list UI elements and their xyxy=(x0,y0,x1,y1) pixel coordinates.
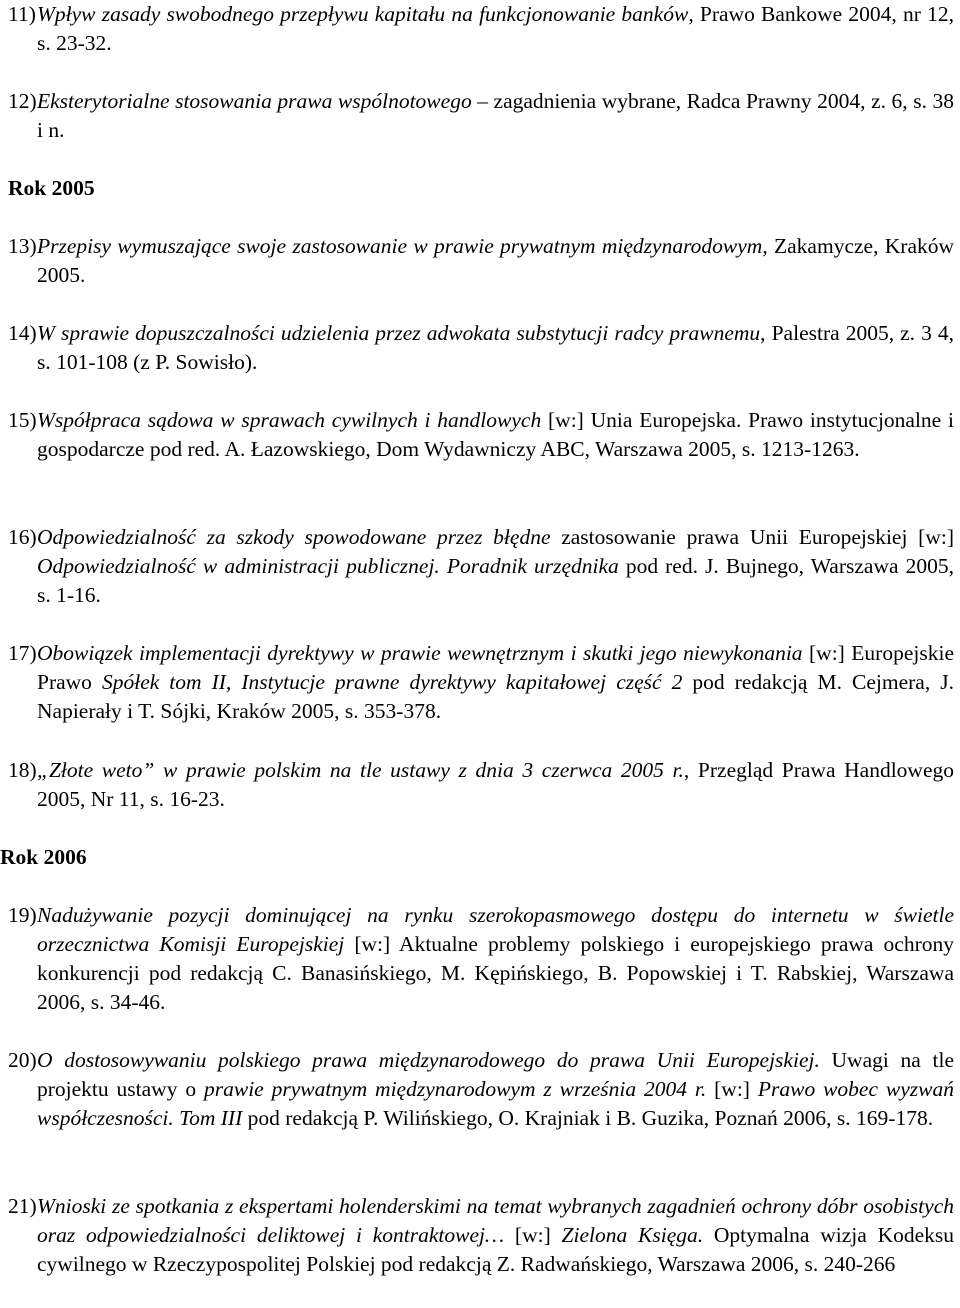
entry-title-segment: Wnioski ze spotkania z ekspertami holenderskimi na temat wybranych zagadnień ochrony dóbr osobistych oraz odpowiedzialności deliktowej i kontraktowej… xyxy=(37,1194,954,1247)
entry-text xyxy=(37,901,954,1017)
year-heading-2005: Rok 2005 xyxy=(8,176,95,200)
entry-title-segment: Odpowiedzialność za szkody spowodowane przez błędne xyxy=(37,525,551,549)
entry-number: 17) xyxy=(8,641,37,665)
entry-citation-segment: , Przegląd Prawa Handlowego 2005, Nr 11, s. 16-23. xyxy=(37,758,955,811)
entry-number: 15) xyxy=(8,408,37,432)
entry-text xyxy=(37,523,954,610)
entry-text xyxy=(37,1192,954,1279)
bibliography-entry-20 xyxy=(8,1046,954,1133)
entry-number: 19) xyxy=(8,903,37,927)
entry-title-segment: Eksterytorialne stosowania prawa wspólnotowego xyxy=(37,89,472,113)
entry-title-segment: Zielona Księga. xyxy=(561,1223,704,1247)
entry-number: 13) xyxy=(8,234,37,258)
entry-citation-segment: , Palestra 2005, z. 3 4, s. 101-108 (z P. Sowisło). xyxy=(37,321,954,374)
entry-title-segment: Spółek tom II, Instytucje prawne dyrektywy kapitałowej część 2 xyxy=(101,670,683,694)
entry-text xyxy=(37,319,954,377)
entry-title-segment: Wpływ zasady swobodnego przepływu kapitału na funkcjonowanie banków xyxy=(37,2,689,26)
entry-text xyxy=(37,232,954,290)
entry-number: 12) xyxy=(8,89,37,113)
entry-citation-segment: zastosowanie prawa Unii Europejskiej [w:] xyxy=(550,525,954,549)
entry-number: 21) xyxy=(8,1194,37,1218)
bibliography-entry-14 xyxy=(8,319,954,377)
entry-number: 20) xyxy=(8,1048,37,1072)
bibliography-entry-15 xyxy=(8,406,954,464)
entry-text xyxy=(37,1046,954,1133)
entry-number: 11) xyxy=(8,2,36,26)
entry-number: 16) xyxy=(8,525,37,549)
entry-citation-segment: [w:] Europejskie Prawo xyxy=(37,641,954,694)
entry-title-segment: Nadużywanie pozycji dominującej na rynku szerokopasmowego dostępu do internetu w świetle orzecznictwa Komisji Europejskiej xyxy=(37,903,954,956)
entry-number: 18) xyxy=(8,758,37,782)
entry-citation-segment: [w:] Aktualne problemy polskiego i europejskiego prawa ochrony konkurencji pod redakcją C. Banasińskiego, M. Kępińskiego, B. Popowskiej i T. Rabskiej, Warszawa 2006, s. 34-46. xyxy=(37,932,954,1014)
entry-title-segment: Obowiązek implementacji dyrektywy w prawie wewnętrznym i skutki jego niewykonania xyxy=(37,641,803,665)
entry-citation-segment: [w:] xyxy=(706,1077,758,1101)
entry-citation-segment: , Zakamycze, Kraków 2005. xyxy=(37,234,955,287)
entry-text xyxy=(37,406,954,464)
entry-title-segment: prawie prywatnym międzynarodowym z września 2004 r. xyxy=(204,1077,707,1101)
entry-title-segment: Współpraca sądowa w sprawach cywilnych i handlowych xyxy=(37,408,542,432)
bibliography-entry-11 xyxy=(8,0,954,58)
year-heading-2006: Rok 2006 xyxy=(0,845,87,869)
entry-citation-segment: [w:] xyxy=(504,1223,562,1247)
bibliography-entry-17 xyxy=(8,639,954,726)
bibliography-entry-18 xyxy=(8,756,954,814)
bibliography-entry-16 xyxy=(8,523,954,610)
entry-number: 14) xyxy=(8,321,37,345)
entry-text xyxy=(37,0,954,58)
entry-title-segment: „Złote weto” w prawie polskim na tle ustawy z dnia 3 czerwca 2005 r. xyxy=(37,758,684,782)
entry-citation-segment: Uwagi na tle projektu ustawy o xyxy=(37,1048,954,1101)
bibliography-entry-13 xyxy=(8,232,954,290)
bibliography-entry-21 xyxy=(8,1192,954,1279)
entry-text xyxy=(37,87,954,145)
bibliography-entry-12 xyxy=(8,87,954,145)
entry-title-segment: Przepisy wymuszające swoje zastosowanie w prawie prywatnym międzynarodowym xyxy=(37,234,763,258)
entry-citation-segment: pod redakcją P. Wilińskiego, O. Krajniak i B. Guzika, Poznań 2006, s. 169-178. xyxy=(242,1106,934,1130)
entry-citation-segment: [w:] Unia Europejska. Prawo instytucjonalne i gospodarcze pod red. A. Łazowskiego, Dom Wydawniczy ABC, Warszawa 2005, s. 1213-1263. xyxy=(37,408,955,461)
entry-citation-segment: Optymalna wizja Kodeksu cywilnego w Rzeczypospolitej Polskiej pod redakcją Z. Radwańskiego, Warszawa 2006, s. 240-266 xyxy=(37,1223,955,1276)
entry-title-segment: O dostosowywaniu polskiego prawa międzynarodowego do prawa Unii Europejskiej. xyxy=(37,1048,820,1072)
entry-title-segment: Odpowiedzialność w administracji publicznej. Poradnik urzędnika xyxy=(37,554,619,578)
entry-citation-segment: pod red. J. Bujnego, Warszawa 2005, s. 1-16. xyxy=(37,554,954,607)
bibliography-entry-19 xyxy=(8,901,954,1017)
entry-citation-segment: – zagadnienia wybrane, Radca Prawny 2004, z. 6, s. 38 i n. xyxy=(37,89,954,142)
entry-text xyxy=(37,639,954,726)
entry-title-segment: W sprawie dopuszczalności udzielenia przez adwokata substytucji radcy prawnemu xyxy=(37,321,761,345)
entry-citation-segment: , Prawo Bankowe 2004, nr 12, s. 23-32. xyxy=(37,2,954,55)
entry-text xyxy=(37,756,954,814)
entry-citation-segment: pod redakcją M. Cejmera, J. Napierały i T. Sójki, Kraków 2005, s. 353-378. xyxy=(37,670,954,723)
entry-title-segment: Prawo wobec wyzwań współczesności. Tom III xyxy=(37,1077,955,1130)
